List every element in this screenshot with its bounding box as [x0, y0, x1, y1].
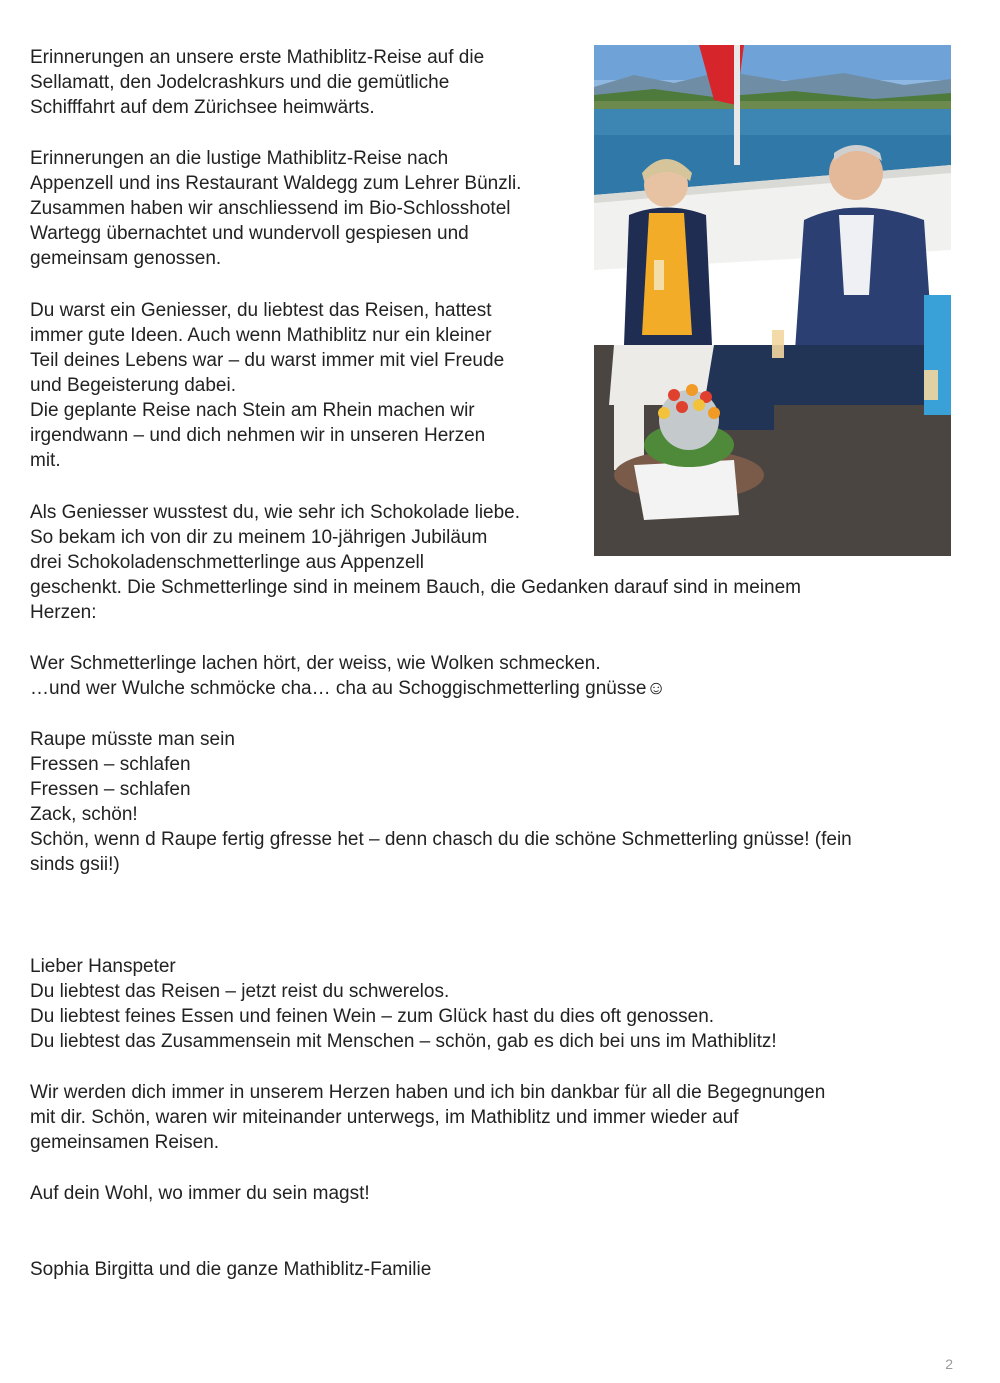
photo-illustration	[594, 45, 951, 556]
paragraph-sellamatt: Erinnerungen an unsere erste Mathiblitz-Reise auf die Sellamatt, den Jodelcrashkurs und die gemütliche Schifffahrt auf dem Zürichsee heimwärts.	[30, 47, 485, 118]
signature-line: Sophia Birgitta und die ganze Mathiblitz-Familie	[30, 1259, 432, 1280]
paragraph-geniesser: Du warst ein Geniesser, du liebtest das Reisen, hattest immer gute Ideen. Auch wenn Mathiblitz nur ein kleiner Teil deines Lebens war – du warst immer mit viel Freude und Begeisterung dabei. Die geplante Reise nach Stein am Rhein machen wir irgendwann – und dich nehmen wir in unseren Herzen mit.	[30, 300, 505, 471]
paragraph-lieber-hanspeter: Lieber Hanspeter Du liebtest das Reisen – jetzt reist du schwerelos. Du liebtest feines Essen und feinen Wein – zum Glück hast du dies oft genossen. Du liebtest das Zusammensein mit Menschen – schön, gab es dich bei uns im Mathiblitz!	[30, 956, 777, 1052]
paragraph-schmetterlinge: geschenkt. Die Schmetterlinge sind in meinem Bauch, die Gedanken darauf sind in meinem Herzen:	[30, 577, 801, 623]
paragraph-schokolade: Als Geniesser wusstest du, wie sehr ich Schokolade liebe. So bekam ich von dir zu meinem 10-jährigen Jubiläum drei Schokoladenschmetterlinge aus Appenzell	[30, 502, 521, 573]
page-number: 2	[945, 1356, 953, 1372]
paragraph-wohl: Auf dein Wohl, wo immer du sein magst!	[30, 1183, 370, 1204]
paragraph-raupe: Raupe müsste man sein Fressen – schlafen Fressen – schlafen Zack, schön! Schön, wenn d Raupe fertig gfresse het – denn chasch du die schöne Schmetterling gnüsse! (fein sinds gsii!)	[30, 729, 852, 875]
paragraph-wolken: Wer Schmetterlinge lachen hört, der weiss, wie Wolken schmecken. …und wer Wulche schmöcke cha… cha au Schoggischmetterling gnüsse☺	[30, 653, 666, 699]
paragraph-dankbar: Wir werden dich immer in unserem Herzen haben und ich bin dankbar für all die Begegnungen mit dir. Schön, waren wir miteinander unterwegs, im Mathiblitz und immer wieder auf gemeinsamen Reisen.	[30, 1082, 826, 1153]
boat-trip-photo	[594, 45, 951, 556]
paragraph-appenzell: Erinnerungen an die lustige Mathiblitz-Reise nach Appenzell und ins Restaurant Waldegg zum Lehrer Bünzli. Zusammen haben wir anschliessend im Bio-Schlosshotel Wartegg übernachtet und wundervoll gespiesen und gemeinsam genossen.	[30, 148, 522, 269]
